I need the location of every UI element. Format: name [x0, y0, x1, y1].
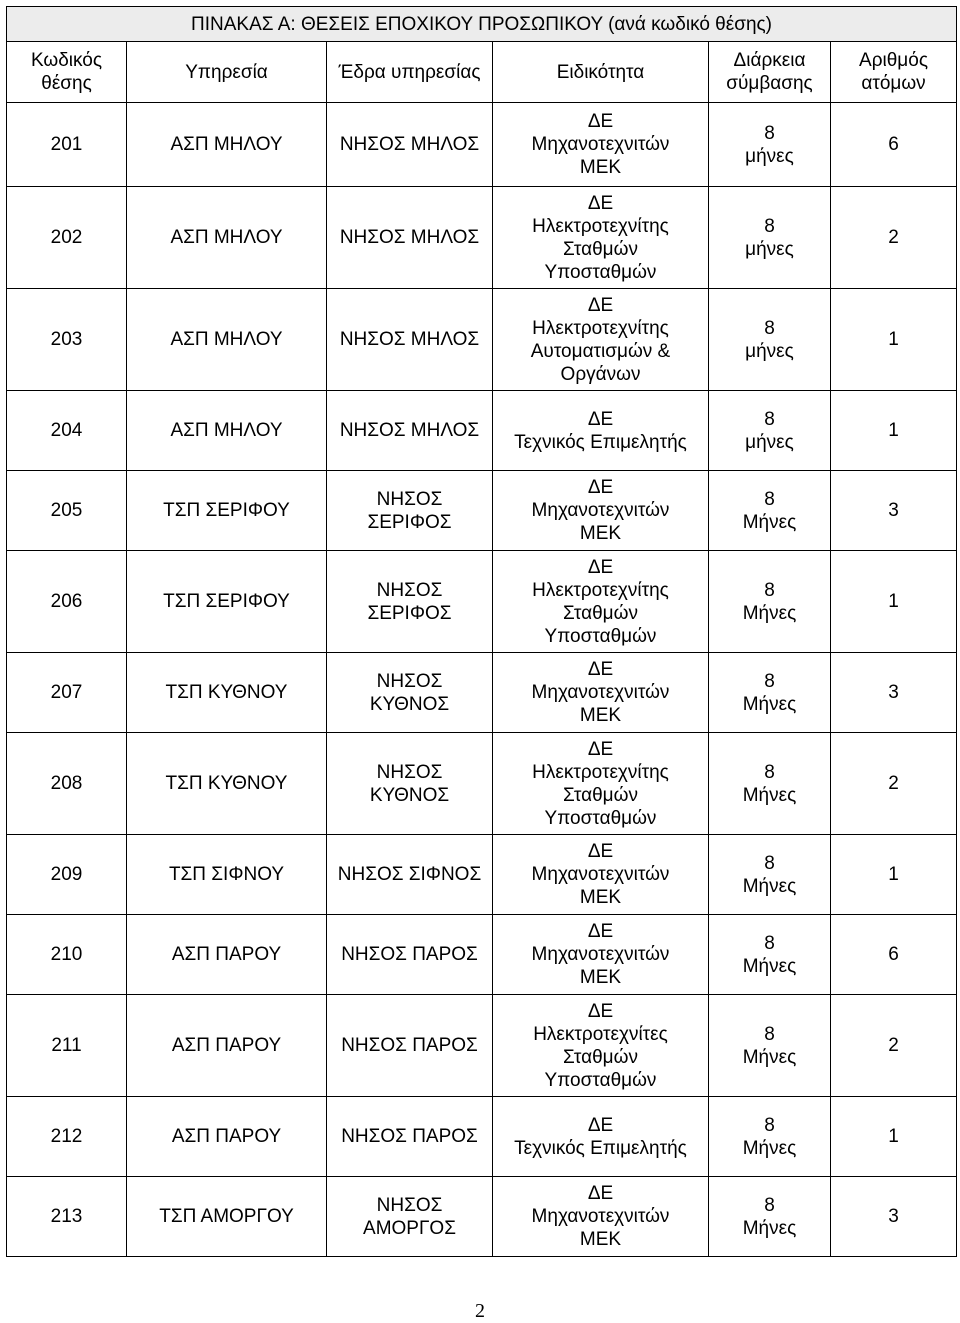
cell-duration: 8 Μήνες	[709, 995, 831, 1097]
table-row	[7, 289, 957, 391]
cell-duration: 8 μήνες	[709, 103, 831, 187]
cell-seat: ΝΗΣΟΣ ΚΥΘΝΟΣ	[327, 653, 493, 733]
header-persons: Αριθμός ατόμων	[831, 42, 957, 103]
cell-code: 207	[7, 653, 127, 733]
cell-persons: 2	[831, 187, 957, 289]
cell-specialty: ΔΕ Τεχνικός Επιμελητής	[493, 391, 709, 471]
table-row	[7, 471, 957, 551]
cell-service: ΤΣΠ ΣΕΡΙΦΟΥ	[127, 471, 327, 551]
cell-seat: ΝΗΣΟΣ ΜΗΛΟΣ	[327, 391, 493, 471]
table-row	[7, 995, 957, 1097]
cell-specialty: ΔΕ Ηλεκτροτεχνίτης Σταθμών Υποσταθμών	[493, 551, 709, 653]
cell-duration: 8 Μήνες	[709, 653, 831, 733]
cell-seat: ΝΗΣΟΣ ΚΥΘΝΟΣ	[327, 733, 493, 835]
table-row	[7, 551, 957, 653]
table-title: ΠΙΝΑΚΑΣ Α: ΘΕΣΕΙΣ ΕΠΟΧΙΚΟΥ ΠΡΟΣΩΠΙΚΟΥ (ανά κωδικό θέσης)	[7, 7, 957, 42]
cell-persons: 6	[831, 103, 957, 187]
cell-persons: 1	[831, 289, 957, 391]
cell-specialty: ΔΕ Μηχανοτεχνιτών ΜΕΚ	[493, 653, 709, 733]
header-specialty: Ειδικότητα	[493, 42, 709, 103]
table-row	[7, 1177, 957, 1257]
cell-duration: 8 Μήνες	[709, 915, 831, 995]
cell-persons: 1	[831, 835, 957, 915]
cell-service: ΑΣΠ ΠΑΡΟΥ	[127, 1097, 327, 1177]
cell-service: ΑΣΠ ΜΗΛΟΥ	[127, 103, 327, 187]
header-code: Κωδικός θέσης	[7, 42, 127, 103]
cell-duration: 8 Μήνες	[709, 1177, 831, 1257]
cell-seat: ΝΗΣΟΣ ΠΑΡΟΣ	[327, 915, 493, 995]
cell-code: 203	[7, 289, 127, 391]
cell-seat: ΝΗΣΟΣ ΠΑΡΟΣ	[327, 995, 493, 1097]
cell-code: 211	[7, 995, 127, 1097]
cell-code: 205	[7, 471, 127, 551]
cell-service: ΤΣΠ ΣΙΦΝΟΥ	[127, 835, 327, 915]
cell-specialty: ΔΕ Τεχνικός Επιμελητής	[493, 1097, 709, 1177]
header-row	[7, 42, 957, 103]
header-service: Υπηρεσία	[127, 42, 327, 103]
cell-code: 212	[7, 1097, 127, 1177]
cell-seat: ΝΗΣΟΣ ΑΜΟΡΓΟΣ	[327, 1177, 493, 1257]
cell-code: 201	[7, 103, 127, 187]
cell-service: ΑΣΠ ΠΑΡΟΥ	[127, 915, 327, 995]
cell-duration: 8 Μήνες	[709, 551, 831, 653]
cell-specialty: ΔΕ Μηχανοτεχνιτών ΜΕΚ	[493, 471, 709, 551]
cell-persons: 1	[831, 1097, 957, 1177]
cell-specialty: ΔΕ Μηχανοτεχνιτών ΜΕΚ	[493, 103, 709, 187]
table-row	[7, 653, 957, 733]
table-row	[7, 835, 957, 915]
cell-duration: 8 μήνες	[709, 289, 831, 391]
cell-service: ΤΣΠ ΑΜΟΡΓΟΥ	[127, 1177, 327, 1257]
cell-seat: ΝΗΣΟΣ ΜΗΛΟΣ	[327, 187, 493, 289]
header-duration: Διάρκεια σύμβασης	[709, 42, 831, 103]
cell-specialty: ΔΕ Ηλεκτροτεχνίτης Σταθμών Υποσταθμών	[493, 187, 709, 289]
cell-code: 202	[7, 187, 127, 289]
cell-specialty: ΔΕ Ηλεκτροτεχνίτες Σταθμών Υποσταθμών	[493, 995, 709, 1097]
cell-code: 208	[7, 733, 127, 835]
cell-seat: ΝΗΣΟΣ ΣΕΡΙΦΟΣ	[327, 471, 493, 551]
cell-code: 213	[7, 1177, 127, 1257]
cell-seat: ΝΗΣΟΣ ΠΑΡΟΣ	[327, 1097, 493, 1177]
cell-duration: 8 Μήνες	[709, 1097, 831, 1177]
cell-specialty: ΔΕ Μηχανοτεχνιτών ΜΕΚ	[493, 835, 709, 915]
table-row	[7, 915, 957, 995]
cell-service: ΤΣΠ ΚΥΘΝΟΥ	[127, 653, 327, 733]
cell-duration: 8 Μήνες	[709, 471, 831, 551]
cell-persons: 3	[831, 471, 957, 551]
table-row	[7, 187, 957, 289]
table-row	[7, 1097, 957, 1177]
cell-persons: 2	[831, 995, 957, 1097]
page-number: 2	[475, 1300, 485, 1322]
cell-code: 209	[7, 835, 127, 915]
cell-seat: ΝΗΣΟΣ ΜΗΛΟΣ	[327, 289, 493, 391]
cell-duration: 8 Μήνες	[709, 733, 831, 835]
cell-persons: 2	[831, 733, 957, 835]
table-row	[7, 103, 957, 187]
cell-code: 204	[7, 391, 127, 471]
cell-seat: ΝΗΣΟΣ ΣΕΡΙΦΟΣ	[327, 551, 493, 653]
cell-duration: 8 Μήνες	[709, 835, 831, 915]
cell-specialty: ΔΕ Ηλεκτροτεχνίτης Αυτοματισμών & Οργάνων	[493, 289, 709, 391]
cell-persons: 3	[831, 653, 957, 733]
cell-specialty: ΔΕ Μηχανοτεχνιτών ΜΕΚ	[493, 915, 709, 995]
table-row	[7, 391, 957, 471]
cell-duration: 8 μήνες	[709, 187, 831, 289]
cell-seat: ΝΗΣΟΣ ΣΙΦΝΟΣ	[327, 835, 493, 915]
cell-duration: 8 μήνες	[709, 391, 831, 471]
cell-service: ΑΣΠ ΜΗΛΟΥ	[127, 289, 327, 391]
cell-specialty: ΔΕ Ηλεκτροτεχνίτης Σταθμών Υποσταθμών	[493, 733, 709, 835]
cell-persons: 1	[831, 391, 957, 471]
cell-service: ΑΣΠ ΜΗΛΟΥ	[127, 391, 327, 471]
cell-persons: 3	[831, 1177, 957, 1257]
positions-table	[6, 6, 957, 1257]
header-seat: Έδρα υπηρεσίας	[327, 42, 493, 103]
cell-service: ΑΣΠ ΜΗΛΟΥ	[127, 187, 327, 289]
cell-persons: 1	[831, 551, 957, 653]
table-body	[7, 103, 957, 1257]
cell-code: 210	[7, 915, 127, 995]
table-row	[7, 733, 957, 835]
cell-service: ΤΣΠ ΣΕΡΙΦΟΥ	[127, 551, 327, 653]
cell-code: 206	[7, 551, 127, 653]
cell-service: ΑΣΠ ΠΑΡΟΥ	[127, 995, 327, 1097]
cell-service: ΤΣΠ ΚΥΘΝΟΥ	[127, 733, 327, 835]
cell-specialty: ΔΕ Μηχανοτεχνιτών ΜΕΚ	[493, 1177, 709, 1257]
cell-seat: ΝΗΣΟΣ ΜΗΛΟΣ	[327, 103, 493, 187]
cell-persons: 6	[831, 915, 957, 995]
